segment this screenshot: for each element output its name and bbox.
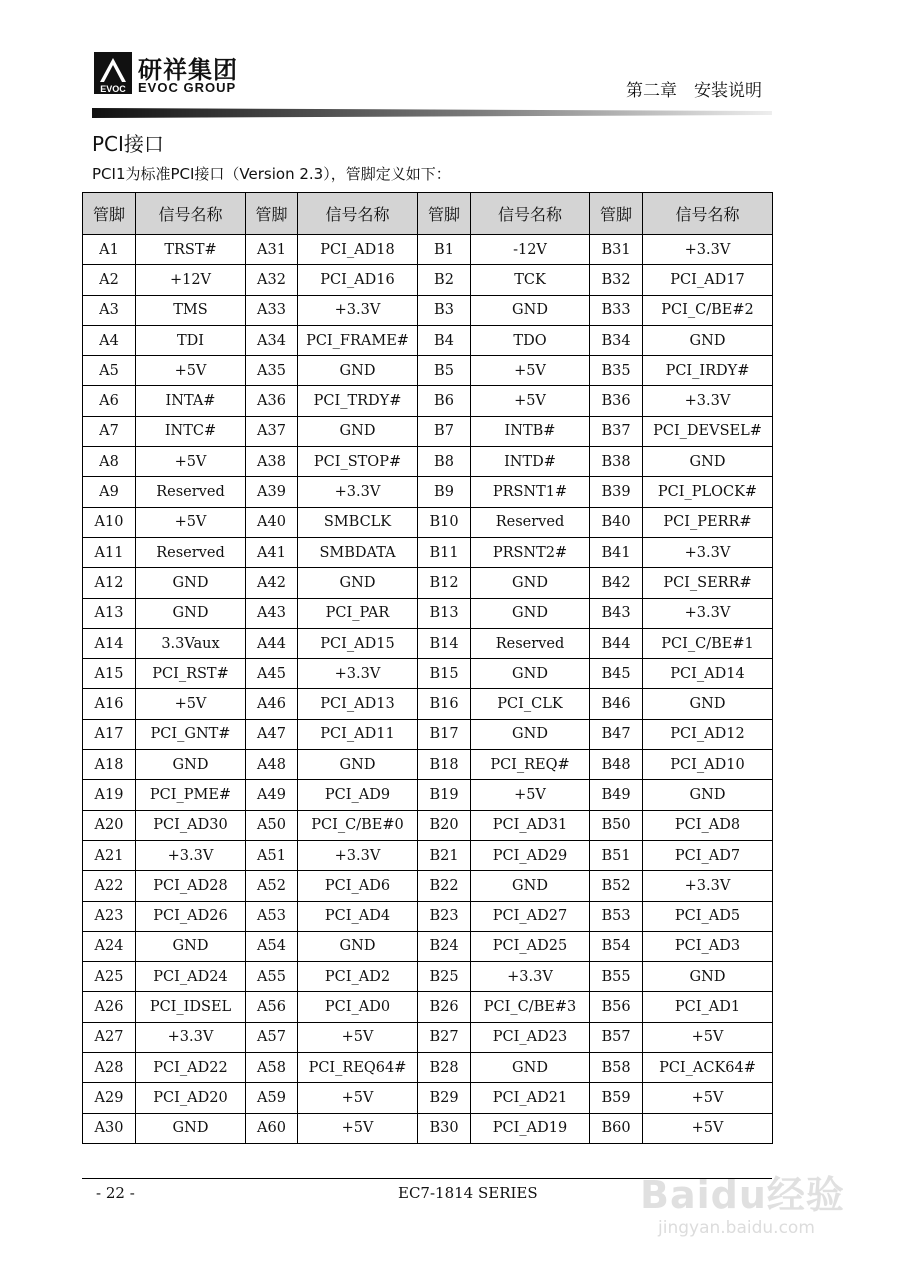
signal-cell: +3.3V [298,477,418,507]
signal-cell: PCI_PERR# [643,507,773,537]
pin-cell: A9 [83,477,136,507]
signal-cell: GND [643,689,773,719]
pin-cell: B42 [590,568,643,598]
pin-cell: B25 [418,962,471,992]
signal-cell: PCI_AD19 [471,1113,590,1143]
signal-cell: GND [643,780,773,810]
pin-cell: B41 [590,537,643,567]
pin-cell: B38 [590,447,643,477]
table-row [83,598,773,628]
pin-cell: A16 [83,689,136,719]
pin-cell: A44 [246,628,298,658]
signal-cell: TMS [136,295,246,325]
signal-cell: +3.3V [298,295,418,325]
pin-cell: A38 [246,447,298,477]
signal-cell: +3.3V [643,537,773,567]
signal-cell: +5V [471,780,590,810]
pin-cell: B16 [418,689,471,719]
table-row [83,386,773,416]
signal-cell: GND [298,931,418,961]
signal-cell: PCI_RST# [136,659,246,689]
signal-cell: GND [643,962,773,992]
logo-english-name: EVOC GROUP [138,80,237,95]
table-row [83,628,773,658]
signal-cell: +5V [136,689,246,719]
signal-cell: GND [471,719,590,749]
signal-cell: GND [298,416,418,446]
pin-cell: A15 [83,659,136,689]
pin-cell: B30 [418,1113,471,1143]
signal-cell: PCI_AD17 [643,265,773,295]
pin-cell: B32 [590,265,643,295]
pin-cell: A31 [246,235,298,265]
signal-cell: PCI_REQ64# [298,1053,418,1083]
signal-cell: PCI_AD21 [471,1083,590,1113]
signal-cell: PCI_AD25 [471,931,590,961]
table-row [83,356,773,386]
signal-cell: PCI_AD22 [136,1053,246,1083]
pin-cell: A36 [246,386,298,416]
signal-cell: PCI_C/BE#0 [298,810,418,840]
signal-cell: GND [136,598,246,628]
pin-cell: A52 [246,871,298,901]
pin-cell: A30 [83,1113,136,1143]
baidu-watermark [640,1150,860,1250]
pin-cell: A51 [246,840,298,870]
pin-cell: B18 [418,750,471,780]
pin-cell: B50 [590,810,643,840]
pin-cell: B15 [418,659,471,689]
signal-cell: PCI_AD6 [298,871,418,901]
signal-cell: TRST# [136,235,246,265]
pin-cell: B58 [590,1053,643,1083]
pin-cell: B46 [590,689,643,719]
signal-cell: PCI_AD4 [298,901,418,931]
signal-cell: PCI_AD13 [298,689,418,719]
signal-cell: +3.3V [643,235,773,265]
signal-cell: PCI_AD7 [643,840,773,870]
pin-cell: A28 [83,1053,136,1083]
table-row [83,537,773,567]
signal-cell: +5V [298,1083,418,1113]
pci-pin-table [82,192,773,1144]
signal-cell: PCI_AD9 [298,780,418,810]
signal-cell: PCI_REQ# [471,750,590,780]
signal-cell: PCI_C/BE#3 [471,992,590,1022]
pin-cell: A54 [246,931,298,961]
header-pin: 管脚 [246,193,298,235]
pin-cell: B23 [418,901,471,931]
pin-cell: A17 [83,719,136,749]
product-series: EC7-1814 SERIES [398,1184,538,1202]
table-row [83,780,773,810]
pin-cell: B8 [418,447,471,477]
signal-cell: Reserved [136,477,246,507]
page-header [92,50,772,108]
signal-cell: PCI_STOP# [298,447,418,477]
signal-cell: -12V [471,235,590,265]
pin-cell: B7 [418,416,471,446]
pin-cell: B31 [590,235,643,265]
pin-cell: B11 [418,537,471,567]
signal-cell: +5V [471,356,590,386]
signal-cell: PCI_AD10 [643,750,773,780]
signal-cell: PCI_PLOCK# [643,477,773,507]
pin-cell: B26 [418,992,471,1022]
pin-cell: B39 [590,477,643,507]
watermark-brand: Baidu经验 [640,1173,845,1217]
signal-cell: PCI_IRDY# [643,356,773,386]
table-row [83,659,773,689]
pin-cell: B33 [590,295,643,325]
pin-cell: A43 [246,598,298,628]
signal-cell: GND [471,568,590,598]
pin-cell: A32 [246,265,298,295]
pin-cell: B54 [590,931,643,961]
signal-cell: TDI [136,325,246,355]
pin-cell: B1 [418,235,471,265]
pin-cell: B52 [590,871,643,901]
pin-cell: B24 [418,931,471,961]
pin-cell: A22 [83,871,136,901]
signal-cell: GND [471,295,590,325]
signal-cell: PCI_AD26 [136,901,246,931]
signal-cell: +5V [298,1113,418,1143]
pin-cell: B6 [418,386,471,416]
pin-cell: B36 [590,386,643,416]
pin-cell: B22 [418,871,471,901]
pin-cell: B10 [418,507,471,537]
signal-cell: TDO [471,325,590,355]
signal-cell: PCI_AD31 [471,810,590,840]
table-row [83,507,773,537]
pin-cell: A55 [246,962,298,992]
signal-cell: PCI_GNT# [136,719,246,749]
pin-cell: B34 [590,325,643,355]
pin-cell: B19 [418,780,471,810]
pin-cell: B12 [418,568,471,598]
pin-cell: A60 [246,1113,298,1143]
section-title: PCI接口 [92,132,164,156]
signal-cell: PCI_AD20 [136,1083,246,1113]
signal-cell: PCI_FRAME# [298,325,418,355]
header-signal-name: 信号名称 [643,193,773,235]
table-row [83,689,773,719]
signal-cell: PCI_SERR# [643,568,773,598]
pin-cell: B57 [590,1022,643,1052]
pin-cell: B2 [418,265,471,295]
signal-cell: +3.3V [298,840,418,870]
signal-cell: GND [471,659,590,689]
table-row [83,810,773,840]
signal-cell: PCI_DEVSEL# [643,416,773,446]
signal-cell: +5V [643,1113,773,1143]
pin-cell: B13 [418,598,471,628]
signal-cell: PCI_C/BE#2 [643,295,773,325]
section-intro: PCI1为标准PCI接口（Version 2.3），管脚定义如下： [92,165,451,183]
pin-cell: A18 [83,750,136,780]
table-row [83,1113,773,1143]
table-row [83,295,773,325]
table-row [83,750,773,780]
signal-cell: PRSNT2# [471,537,590,567]
signal-cell: PCI_PME# [136,780,246,810]
pin-cell: A33 [246,295,298,325]
signal-cell: PCI_AD0 [298,992,418,1022]
signal-cell: GND [471,871,590,901]
signal-cell: INTD# [471,447,590,477]
signal-cell: PCI_AD3 [643,931,773,961]
signal-cell: GND [136,568,246,598]
pin-cell: B44 [590,628,643,658]
signal-cell: +3.3V [643,871,773,901]
table-row [83,447,773,477]
signal-cell: PCI_PAR [298,598,418,628]
pin-cell: B53 [590,901,643,931]
table-body [83,235,773,1144]
table-row [83,416,773,446]
signal-cell: INTA# [136,386,246,416]
evoc-logo [92,50,272,100]
pin-cell: B45 [590,659,643,689]
table-row [83,962,773,992]
pin-cell: B29 [418,1083,471,1113]
signal-cell: PCI_AD29 [471,840,590,870]
pin-cell: B5 [418,356,471,386]
signal-cell: PCI_AD2 [298,962,418,992]
pin-cell: A4 [83,325,136,355]
pin-cell: B21 [418,840,471,870]
signal-cell: PCI_AD15 [298,628,418,658]
pin-cell: B20 [418,810,471,840]
pin-cell: A47 [246,719,298,749]
pin-cell: A35 [246,356,298,386]
pin-cell: A25 [83,962,136,992]
pin-cell: A57 [246,1022,298,1052]
signal-cell: +5V [136,447,246,477]
signal-cell: PCI_AD30 [136,810,246,840]
table-row [83,901,773,931]
pin-cell: A7 [83,416,136,446]
signal-cell: PCI_AD12 [643,719,773,749]
pin-cell: B43 [590,598,643,628]
signal-cell: GND [136,931,246,961]
pin-cell: A26 [83,992,136,1022]
pin-cell: A20 [83,810,136,840]
pin-cell: A53 [246,901,298,931]
signal-cell: PCI_AD14 [643,659,773,689]
signal-cell: PCI_IDSEL [136,992,246,1022]
pin-cell: B56 [590,992,643,1022]
signal-cell: PCI_AD5 [643,901,773,931]
signal-cell: Reserved [471,628,590,658]
signal-cell: GND [298,750,418,780]
signal-cell: PRSNT1# [471,477,590,507]
signal-cell: GND [471,598,590,628]
signal-cell: +3.3V [471,962,590,992]
signal-cell: TCK [471,265,590,295]
pin-cell: B28 [418,1053,471,1083]
signal-cell: GND [643,325,773,355]
watermark-url: jingyan.baidu.com [658,1218,815,1238]
pin-cell: B59 [590,1083,643,1113]
logo-chinese-name: 研祥集团 [138,56,238,84]
pin-cell: A10 [83,507,136,537]
signal-cell: GND [298,356,418,386]
signal-cell: +3.3V [136,1022,246,1052]
pin-cell: B40 [590,507,643,537]
signal-cell: Reserved [471,507,590,537]
pin-cell: A34 [246,325,298,355]
header-pin: 管脚 [590,193,643,235]
pin-cell: A48 [246,750,298,780]
signal-cell: +3.3V [298,659,418,689]
signal-cell: GND [136,750,246,780]
signal-cell: PCI_AD28 [136,871,246,901]
pin-cell: A56 [246,992,298,1022]
header-divider [92,108,772,118]
pin-cell: A6 [83,386,136,416]
signal-cell: PCI_AD23 [471,1022,590,1052]
pin-cell: A59 [246,1083,298,1113]
table-row [83,235,773,265]
pin-cell: A45 [246,659,298,689]
header-signal-name: 信号名称 [298,193,418,235]
chapter-title: 第二章 安装说明 [626,81,762,101]
signal-cell: PCI_C/BE#1 [643,628,773,658]
signal-cell: PCI_CLK [471,689,590,719]
table-row [83,568,773,598]
pin-cell: A27 [83,1022,136,1052]
pin-cell: B55 [590,962,643,992]
pin-cell: B9 [418,477,471,507]
pin-cell: A39 [246,477,298,507]
pin-cell: A49 [246,780,298,810]
pin-cell: B49 [590,780,643,810]
signal-cell: PCI_AD16 [298,265,418,295]
header-signal-name: 信号名称 [136,193,246,235]
table-row [83,1053,773,1083]
pin-cell: B47 [590,719,643,749]
signal-cell: PCI_TRDY# [298,386,418,416]
pin-cell: A1 [83,235,136,265]
signal-cell: +3.3V [136,840,246,870]
evoc-logo-mark-icon [94,52,132,94]
pin-cell: A23 [83,901,136,931]
header-pin: 管脚 [418,193,471,235]
signal-cell: PCI_AD11 [298,719,418,749]
signal-cell: +5V [136,507,246,537]
pin-cell: A24 [83,931,136,961]
signal-cell: INTB# [471,416,590,446]
signal-cell: SMBDATA [298,537,418,567]
pin-cell: B3 [418,295,471,325]
pin-cell: A50 [246,810,298,840]
pin-cell: A2 [83,265,136,295]
pin-cell: B60 [590,1113,643,1143]
pin-cell: A37 [246,416,298,446]
pin-cell: B14 [418,628,471,658]
pin-cell: A13 [83,598,136,628]
table-row [83,719,773,749]
signal-cell: GND [471,1053,590,1083]
pin-cell: A42 [246,568,298,598]
pin-cell: A21 [83,840,136,870]
pin-cell: A11 [83,537,136,567]
signal-cell: GND [136,1113,246,1143]
pin-cell: B4 [418,325,471,355]
signal-cell: GND [298,568,418,598]
pin-cell: B51 [590,840,643,870]
table-row [83,871,773,901]
signal-cell: 3.3Vaux [136,628,246,658]
signal-cell: Reserved [136,537,246,567]
page-number: - 22 - [96,1184,135,1202]
pin-cell: A5 [83,356,136,386]
signal-cell: INTC# [136,416,246,446]
pin-cell: B37 [590,416,643,446]
signal-cell: PCI_AD24 [136,962,246,992]
signal-cell: PCI_AD18 [298,235,418,265]
header-pin: 管脚 [83,193,136,235]
signal-cell: +5V [643,1083,773,1113]
pin-cell: A14 [83,628,136,658]
pin-cell: A19 [83,780,136,810]
signal-cell: GND [643,447,773,477]
table-row [83,325,773,355]
pin-cell: A12 [83,568,136,598]
pin-cell: A8 [83,447,136,477]
table-row [83,992,773,1022]
logo-mark-text: EVOC [100,84,126,94]
pin-cell: B27 [418,1022,471,1052]
pin-cell: A46 [246,689,298,719]
signal-cell: PCI_AD8 [643,810,773,840]
signal-cell: +3.3V [643,386,773,416]
table-row [83,265,773,295]
signal-cell: +5V [471,386,590,416]
header-signal-name: 信号名称 [471,193,590,235]
table-row [83,1083,773,1113]
table-row [83,931,773,961]
signal-cell: PCI_ACK64# [643,1053,773,1083]
signal-cell: +5V [643,1022,773,1052]
pin-cell: B35 [590,356,643,386]
signal-cell: +5V [136,356,246,386]
pin-cell: A58 [246,1053,298,1083]
table-row [83,1022,773,1052]
signal-cell: +12V [136,265,246,295]
signal-cell: +5V [298,1022,418,1052]
signal-cell: +3.3V [643,598,773,628]
signal-cell: PCI_AD27 [471,901,590,931]
pin-cell: B17 [418,719,471,749]
pin-cell: A41 [246,537,298,567]
pin-cell: A40 [246,507,298,537]
pin-cell: A3 [83,295,136,325]
pin-cell: B48 [590,750,643,780]
pin-cell: A29 [83,1083,136,1113]
table-row [83,477,773,507]
table-row [83,840,773,870]
table-header-row [83,193,773,235]
signal-cell: PCI_AD1 [643,992,773,1022]
signal-cell: SMBCLK [298,507,418,537]
